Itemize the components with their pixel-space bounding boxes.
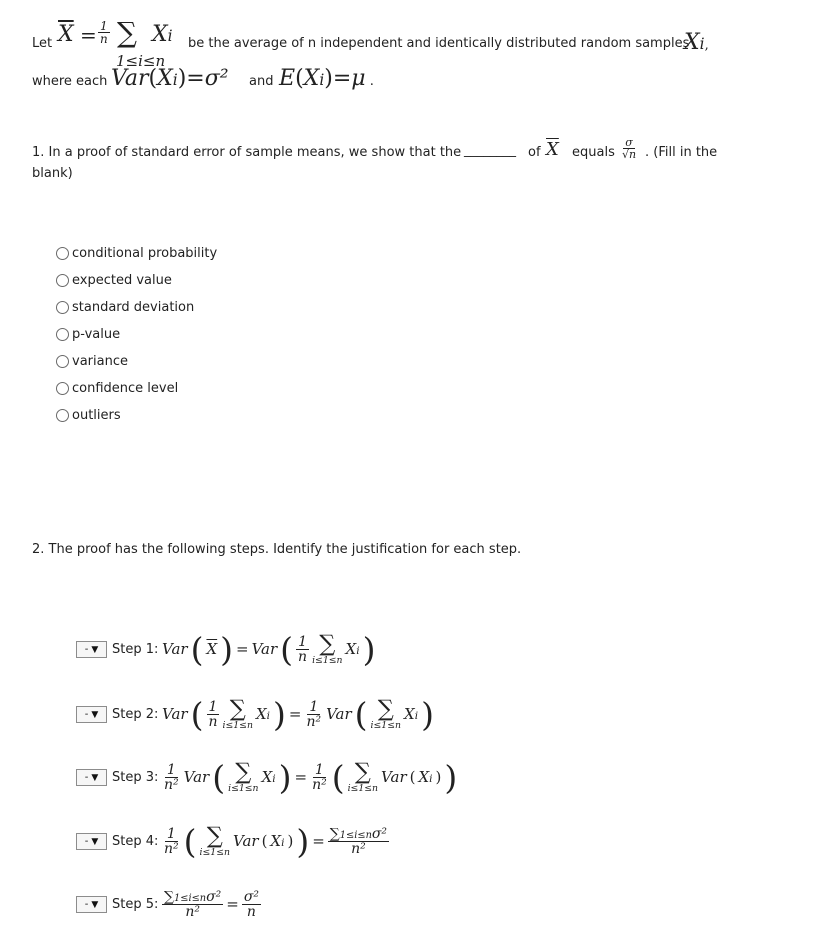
one-over-n: $\frac{1}{n}$ [100,19,108,46]
chevron-down-icon: ▼ [91,899,99,910]
step4-label: Step 4: [112,834,159,849]
option-outliers[interactable] [56,408,121,423]
q1-of: of [528,145,541,160]
select-value: - [84,772,89,783]
intro-let: Let [32,36,53,51]
radio-button[interactable] [56,355,69,368]
equals-sign: = [80,23,97,47]
step1-equation: Var ( $\overline{X}$ ) = Var ( $\frac{1}{n}$ ∑ i≤1≤n Xi ) [162,629,376,669]
radio-button[interactable] [56,274,69,287]
step1-justification-select[interactable] [76,641,107,658]
step4-equation: $\frac{1}{\text{n²}}$ ( ∑ i≤1≤n Var ( Xi ) ) = $\frac{\text{∑1≤i≤nσ²}}{\text{n²}}$ [164,821,388,861]
step3-equation: $\frac{1}{\text{n²}}$ Var ( ∑ i≤1≤n Xi ) = $\frac{1}{\text{n²}}$ ( ∑ i≤1≤n Var ( Xi ) ) [164,757,458,797]
option-label: outliers [72,408,121,423]
option-label: conditional probability [72,246,218,261]
select-value: - [84,709,89,720]
radio-button[interactable] [56,382,69,395]
option-label: confidence level [72,381,179,396]
option-label: p-value [72,327,121,342]
radio-button[interactable] [56,328,69,341]
step4-justification-select[interactable] [76,833,107,850]
step2-equation: Var ( $\frac{1}{n}$ ∑ i≤1≤n Xi ) = $\frac{1}{\text{n²}}$ Var ( ∑ i≤1≤n Xi ) [162,694,434,734]
q2-prompt: 2. The proof has the following steps. Identify the justification for each step. [32,542,522,557]
option-label: variance [72,354,128,369]
q1-suffix: . (Fill in the [645,145,718,160]
intro-text: be the average of n independent and identically distributed random samples [188,36,690,51]
expect-xi-expr: E(Xi)=μ . [279,66,374,91]
xi-symbol-2: Xi, [684,30,709,55]
radio-button[interactable] [56,301,69,314]
option-p-value[interactable] [56,327,120,342]
step3-label: Step 3: [112,770,159,785]
option-standard-deviation[interactable] [56,300,194,315]
option-variance[interactable] [56,354,128,369]
q1-prompt: 1. In a proof of standard error of sample means, we show that the [32,145,462,160]
option-label: expected value [72,273,172,288]
chevron-down-icon: ▼ [91,644,99,655]
q1-xbar: $\overline{X}$ [546,139,559,160]
step2-justification-select[interactable] [76,706,107,723]
q1-equals: equals [572,145,615,160]
step3-justification-select[interactable] [76,769,107,786]
q1-blank: ________ [464,143,516,158]
select-value: - [84,899,89,910]
radio-button[interactable] [56,409,69,422]
chevron-down-icon: ▼ [91,709,99,720]
xi-symbol: Xi [152,22,173,47]
q1-sigma-over-sqrt-n: $\frac{\sigma}{√n}$ [622,136,637,161]
where-each: where each [32,74,108,89]
option-label: standard deviation [72,300,195,315]
step5-equation: $\frac{\text{∑1≤i≤nσ²}}{\text{n²}}$ = $\frac{\text{σ²}}{n}$ [164,888,260,920]
step5-justification-select[interactable] [76,896,107,913]
chevron-down-icon: ▼ [91,836,99,847]
radio-button[interactable] [56,247,69,260]
step1-label: Step 1: [112,642,159,657]
var-xi-expr: Var(Xi)=σ² [111,66,229,91]
step5-label: Step 5: [112,897,159,912]
sum-limits: 1≤i≤n [116,52,166,70]
option-confidence-level[interactable] [56,381,178,396]
and-text: and [249,74,274,89]
select-value: - [84,836,89,847]
option-conditional-probability[interactable] [56,246,217,261]
xbar-symbol: $\overline{X}$ [58,22,74,47]
step2-label: Step 2: [112,707,159,722]
chevron-down-icon: ▼ [91,772,99,783]
option-expected-value[interactable] [56,273,172,288]
sum-symbol: ∑ [117,16,137,49]
select-value: - [84,644,89,655]
q1-suffix-2: blank) [32,166,73,181]
